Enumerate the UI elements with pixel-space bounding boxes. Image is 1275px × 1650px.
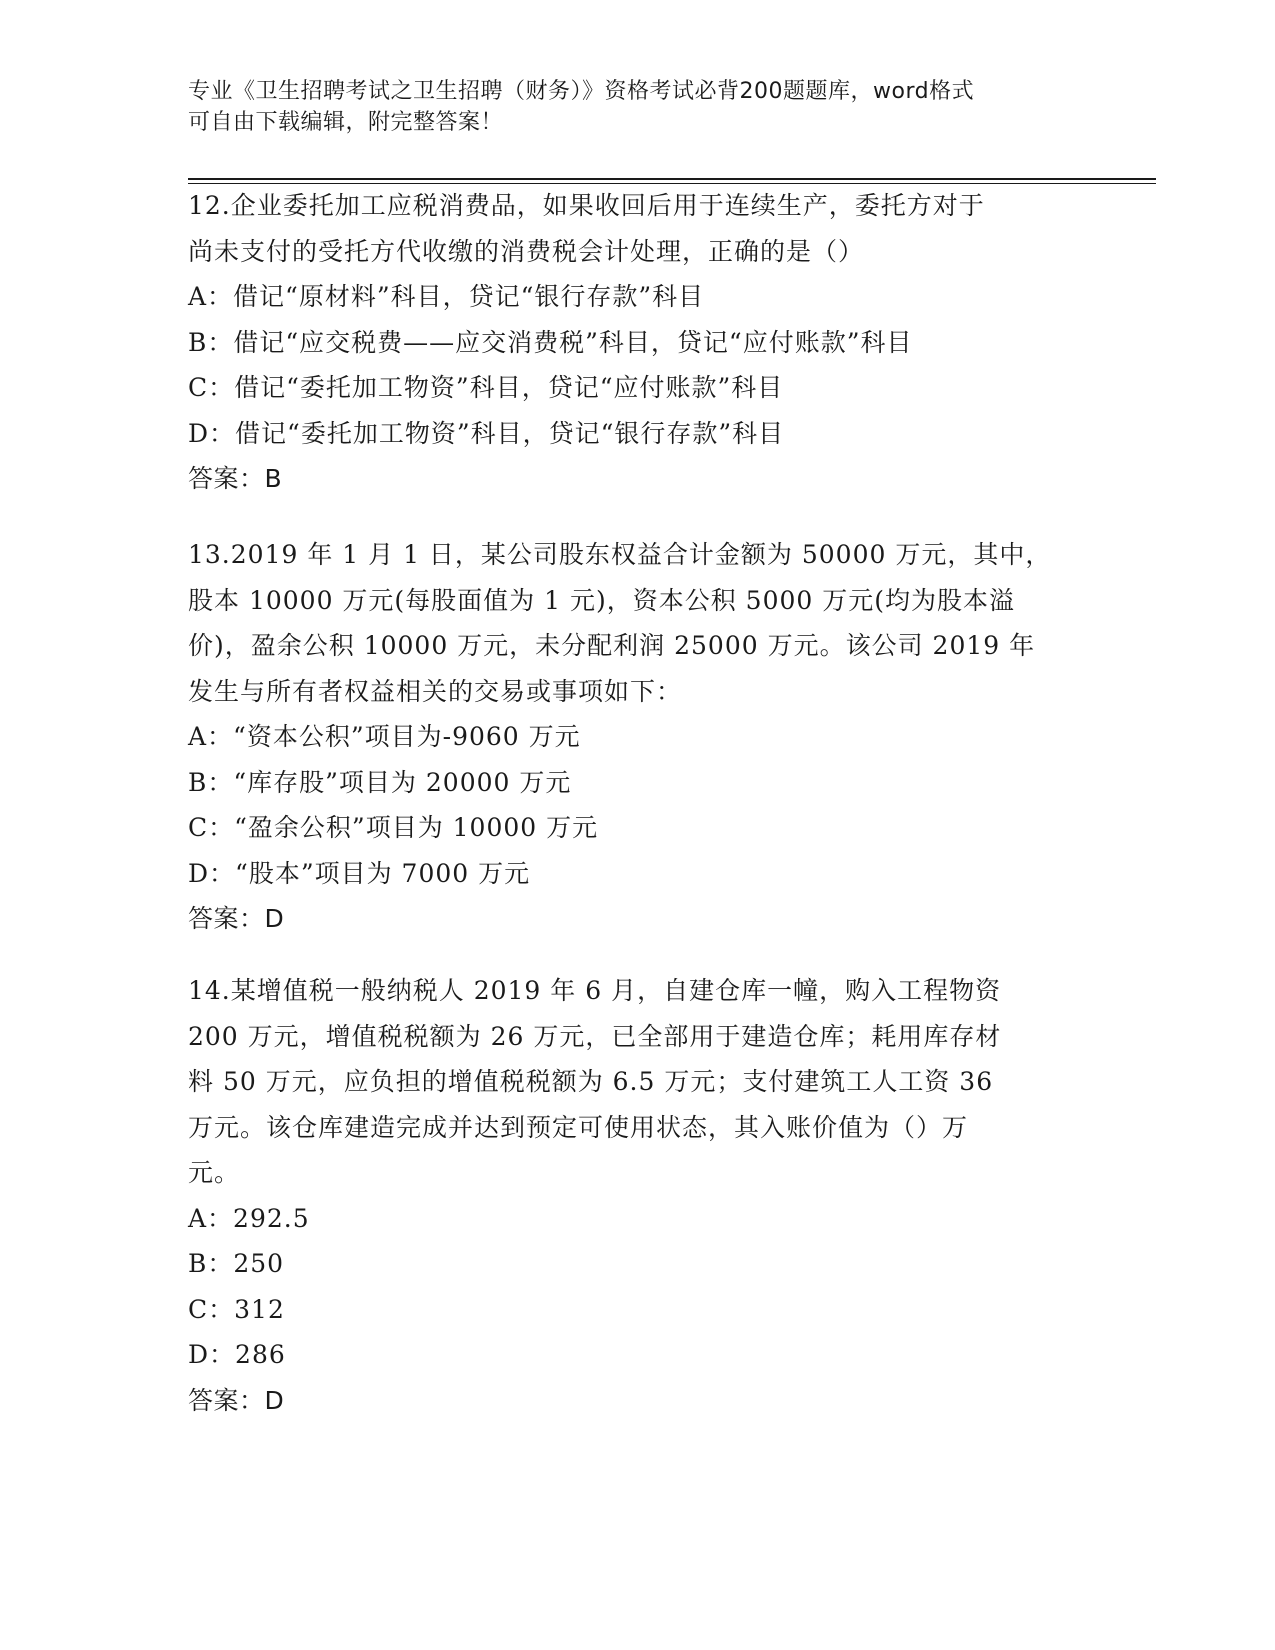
option-d: D：借记“委托加工物资”科目，贷记“银行存款”科目 — [188, 418, 785, 448]
question-stem-line: 14.某增值税一般纳税人 2019 年 6 月，自建仓库一幢，购入工程物资 — [188, 976, 1002, 1005]
option-c: C：312 — [188, 1294, 285, 1324]
question-stem-line: 元。 — [188, 1158, 241, 1187]
option-b: B：“库存股”项目为 20000 万元 — [188, 767, 572, 797]
option-d: D：286 — [188, 1340, 286, 1369]
option-b: B：250 — [188, 1249, 285, 1278]
question-stem-line: 尚未支付的受托方代收缴的消费税会计处理，正确的是（） — [188, 236, 865, 266]
question-stem-line: 价)，盈余公积 10000 万元，未分配利润 25000 万元。该公司 2019 年 — [188, 631, 1036, 660]
answer: 答案：D — [188, 904, 285, 933]
question-stem-line: 200 万元，增值税税额为 26 万元，已全部用于建造仓库；耗用库存材 — [188, 1021, 1002, 1051]
option-a: A：借记“原材料”科目，贷记“银行存款”科目 — [188, 282, 705, 311]
header-line-1: 专业《卫生招聘考试之卫生招聘（财务）》资格考试必背200题题库，word格式 — [188, 79, 975, 104]
question-stem-line: 12.企业委托加工应税消费品，如果收回后用于连续生产，委托方对于 — [188, 191, 985, 220]
question-stem-line: 料 50 万元，应负担的增值税税额为 6.5 万元；支付建筑工人工资 36 — [188, 1067, 994, 1096]
option-a: A：292.5 — [188, 1203, 310, 1233]
question-stem-line: 股本 10000 万元(每股面值为 1 元)，资本公积 5000 万元(均为股本溢 — [188, 585, 1016, 615]
question-stem-line: 13.2019 年 1 月 1 日，某公司股东权益合计金额为 50000 万元，其中， — [188, 540, 1052, 569]
question-stem-line: 发生与所有者权益相关的交易或事项如下： — [188, 676, 683, 706]
option-d: D：“股本”项目为 7000 万元 — [188, 858, 531, 888]
option-c: C：“盈余公积”项目为 10000 万元 — [188, 813, 599, 842]
answer: 答案：D — [188, 1385, 285, 1415]
question-stem-line: 万元。该仓库建造完成并达到预定可使用状态，其入账价值为（）万 — [188, 1112, 969, 1142]
question-14 — [188, 968, 1088, 1423]
question-13 — [188, 532, 1088, 942]
header-divider-thick — [188, 178, 1156, 180]
option-c: C：借记“委托加工物资”科目，贷记“应付账款”科目 — [188, 373, 784, 402]
document-header — [188, 76, 1068, 138]
option-a: A：“资本公积”项目为-9060 万元 — [188, 722, 581, 751]
question-12 — [188, 183, 1088, 502]
answer: 答案：B — [188, 464, 283, 493]
option-b: B：借记“应交税费——应交消费税”科目，贷记“应付账款”科目 — [188, 327, 913, 357]
header-line-2: 可自由下载编辑，附完整答案！ — [188, 110, 504, 135]
